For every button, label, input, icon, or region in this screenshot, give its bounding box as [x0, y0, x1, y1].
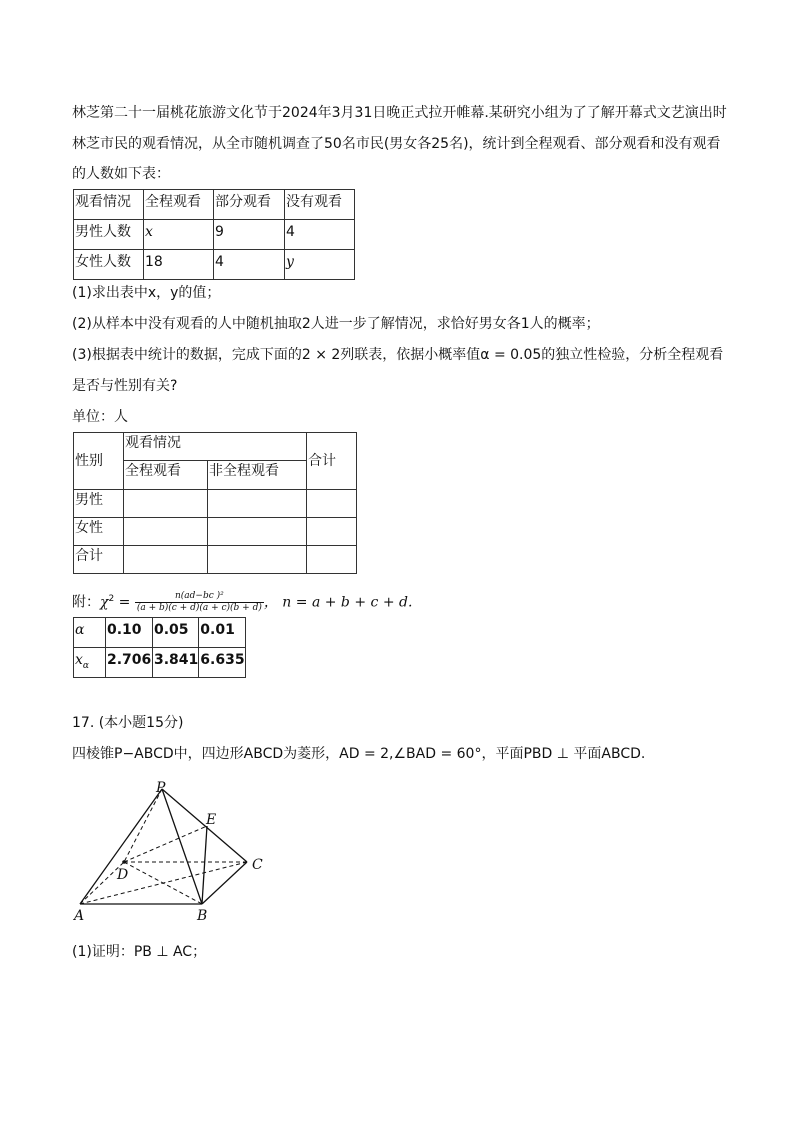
- table-cell: 3.841: [153, 648, 199, 678]
- question-3-line-1: (3)根据表中统计的数据，完成下面的2 × 2列联表，依据小概率值α = 0.05的独立性检验，分析全程观看: [72, 347, 724, 363]
- table-header-cell: 全程观看: [124, 460, 208, 489]
- table-cell: [124, 546, 208, 574]
- x-label: x: [75, 652, 83, 668]
- table-row: [74, 618, 246, 648]
- table-cell: 2.706: [106, 648, 153, 678]
- table-cell: 0.10: [106, 618, 153, 648]
- x-subscript: α: [82, 660, 89, 671]
- label-b: B: [197, 908, 208, 923]
- problem-17-statement: 四棱锥P−ABCD中，四边形ABCD为菱形，AD = 2,∠BAD = 60°，平面PBD ⊥ 平面ABCD.: [72, 746, 646, 762]
- chi-square-fraction: [135, 591, 264, 614]
- table-header-cell: 性别: [74, 433, 124, 490]
- fraction-denominator: (a + b)(c + d)(a + c)(b + d): [136, 603, 262, 614]
- label-e: E: [206, 812, 217, 828]
- table-cell: 男性人数: [74, 220, 144, 250]
- label-c: C: [252, 857, 263, 873]
- table-row: [74, 250, 355, 280]
- appendix-prefix: 附：: [72, 594, 100, 611]
- problem-17-header: 17. (本小题15分): [72, 715, 184, 731]
- label-d: D: [117, 867, 129, 883]
- segment-be: [202, 826, 207, 904]
- table-row: [74, 433, 357, 461]
- table-cell: [307, 546, 357, 574]
- table-header-cell: 全程观看: [144, 190, 214, 220]
- segment-de: [124, 826, 207, 862]
- table-row: [74, 490, 357, 518]
- table-cell: 合计: [74, 546, 124, 574]
- question-2: (2)从样本中没有观看的人中随机抽取2人进一步了解情况，求恰好男女各1人的概率；: [72, 316, 600, 332]
- pyramid-figure: [70, 778, 290, 923]
- table-cell: [124, 518, 208, 546]
- table-cell: 4: [285, 220, 355, 250]
- table-row: [74, 648, 246, 678]
- table-header-cell: 没有观看: [285, 190, 355, 220]
- unit-label: 单位：人: [72, 409, 128, 425]
- table-cell: 0.01: [199, 618, 245, 648]
- contingency-table: [73, 432, 357, 574]
- table-cell: [208, 490, 307, 518]
- table-cell: 男性: [74, 490, 124, 518]
- table-row: [74, 546, 357, 574]
- table-header-cell: 观看情况: [74, 190, 144, 220]
- table-cell: [307, 490, 357, 518]
- formula-suffix: ， n = a + b + c + d.: [263, 594, 413, 611]
- table-header-cell: [74, 648, 106, 678]
- table-cell: 6.635: [199, 648, 245, 678]
- intro-line-2: 林芝市民的观看情况，从全市随机调查了50名市民(男女各25名)，统计到全程观看、部分观看和没有观看: [72, 136, 721, 152]
- viewing-table: [73, 189, 355, 280]
- table-cell: 女性: [74, 518, 124, 546]
- intro-line-3: 的人数如下表：: [72, 166, 170, 182]
- edge-bc: [202, 862, 247, 904]
- table-cell: 18: [144, 250, 214, 280]
- chi-exponent: 2: [108, 594, 115, 604]
- table-cell: 4: [214, 250, 285, 280]
- table-cell: 9: [214, 220, 285, 250]
- label-a: A: [74, 908, 85, 923]
- table-header-cell: 部分观看: [214, 190, 285, 220]
- table-header-cell: 观看情况: [124, 433, 307, 461]
- table-header-cell: α: [74, 618, 106, 648]
- table-row: [74, 518, 357, 546]
- table-row: [74, 190, 355, 220]
- table-cell: 0.05: [153, 618, 199, 648]
- fraction-numerator: n(ad−bc )²: [135, 591, 264, 603]
- table-cell: [208, 546, 307, 574]
- equals-sign: =: [114, 594, 135, 611]
- table-cell: x: [144, 220, 214, 250]
- table-cell: [307, 518, 357, 546]
- table-cell: [208, 518, 307, 546]
- chi-symbol: χ: [100, 594, 109, 611]
- intro-line-1: 林芝第二十一届桃花旅游文化节于2024年3月31日晚正式拉开帷幕.某研究小组为了了解开幕式文艺演出时: [72, 105, 727, 121]
- table-header-cell: 合计: [307, 433, 357, 490]
- critical-value-table: [73, 617, 246, 678]
- question-1: (1)求出表中x，y的值；: [72, 285, 221, 301]
- table-cell: [124, 490, 208, 518]
- appendix-formula: [72, 588, 412, 614]
- edge-pd: [124, 789, 162, 862]
- label-p: P: [156, 780, 166, 796]
- problem-17-question-1: (1)证明：PB ⊥ AC；: [72, 944, 207, 960]
- point-d: [122, 860, 126, 864]
- table-row: [74, 220, 355, 250]
- question-3-line-2: 是否与性别有关?: [72, 378, 178, 394]
- table-cell: 女性人数: [74, 250, 144, 280]
- table-cell: y: [285, 250, 355, 280]
- table-header-cell: 非全程观看: [208, 460, 307, 489]
